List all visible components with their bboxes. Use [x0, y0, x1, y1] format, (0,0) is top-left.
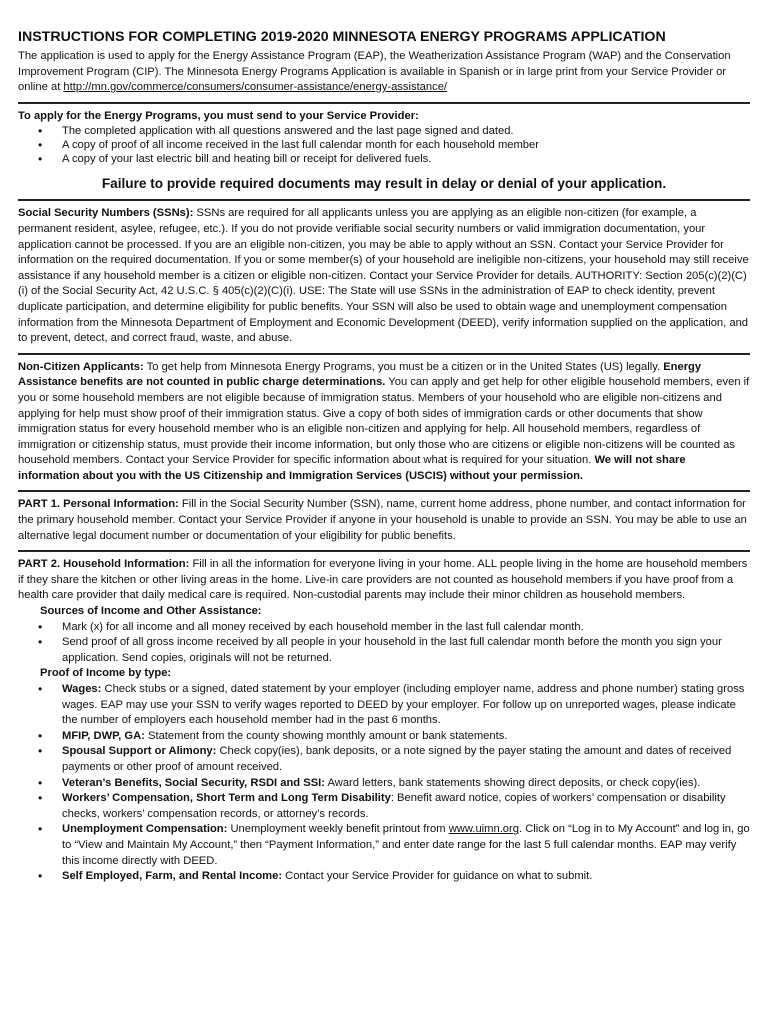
- noncitizen-label: Non-Citizen Applicants:: [18, 360, 144, 373]
- apply-list: [18, 124, 750, 166]
- list-item: [18, 729, 750, 745]
- failure-notice: Failure to provide required documents may result in delay or denial of your application.: [101, 176, 667, 192]
- proof-label: Wages:: [62, 683, 102, 695]
- unemployment-label: Unemployment Compensation:: [62, 823, 228, 836]
- part2-intro: [18, 557, 750, 604]
- part1-label: PART 1. Personal Information:: [18, 498, 179, 511]
- section-divider: [18, 199, 750, 201]
- proof-list: [18, 682, 750, 885]
- part2-label: PART 2. Household Information:: [18, 558, 190, 571]
- noncitizen-text-2: You can apply and get help for other eligible household members, even if you or some household members are not eligible because of immigration status. Members of your household who are eligible non-citizens and applying for help must show proof of their immigration status. Give a copy of both sides of immigration cards or other documents that show immigration status for every household member who is an eligible non-citizen and applying for help. All household members, regardless of immigration or citizenship status, must provide their income information, but only those who are citizens or eligible non-citizens will be counted as household members. Contact your Service Provider for specific information about what is required for your situation.: [18, 376, 750, 467]
- part2-section: [18, 557, 750, 884]
- list-item: • Mark (x) for all income and all money received by each household member in the last full calendar month.: [18, 620, 750, 636]
- noncitizen-bold-1: Energy Assistance benefits are not counted in public charge determinations.: [18, 360, 702, 389]
- section-divider: [18, 353, 750, 355]
- proof-text: Award letters, bank statements showing direct deposits, or check copy(ies).: [325, 776, 701, 789]
- proof-label: Workers’ Compensation, Short Term and Long Term Disability: [62, 792, 391, 805]
- unemployment-text-1: Unemployment weekly benefit printout from: [227, 823, 449, 836]
- noncitizen-text-1: To get help from Minnesota Energy Programs, you must be a citizen or in the United States (US) legally.: [143, 360, 664, 373]
- list-item: • A copy of proof of all income received in the last full calendar month for each household member: [18, 138, 750, 152]
- list-item: [18, 744, 750, 775]
- proof-text: : Benefit award notice, copies of workers’ compensation or disability checks, workers’ compensation records, or attorney’s records.: [62, 792, 726, 820]
- section-divider: [18, 102, 750, 104]
- ssn-section: [18, 206, 750, 346]
- list-item: • A copy of your last electric bill and heating bill or receipt for delivered fuels.: [18, 152, 750, 166]
- part1-text: Fill in the Social Security Number (SSN), name, current home address, phone number, and contact information for the primary household member. Contact your Service Provider if anyone in your household is unable to provide an SSN. You may be able to use an alternative legal document number or documentation of your eligibility for public benefits.: [18, 498, 747, 542]
- list-item: • The completed application with all questions answered and the last page signed and dated.: [18, 124, 750, 138]
- sources-heading: Sources of Income and Other Assistance:: [40, 605, 262, 618]
- list-item: [18, 822, 750, 869]
- self-employed-label: Self Employed, Farm, and Rental Income:: [62, 870, 283, 883]
- proof-text: Statement from the county showing monthly amount or bank statements.: [144, 729, 508, 742]
- proof-label: Veteran’s Benefits, Social Security, RSDI and SSI:: [62, 776, 325, 789]
- noncitizen-section: [18, 360, 750, 485]
- list-item: [18, 776, 750, 792]
- list-item: • Send proof of all gross income received by all people in your household in the last full calendar month before the month you sign your application. Send copies, originals will not be returned.: [18, 635, 750, 666]
- list-item: [18, 869, 750, 885]
- list-item: [18, 791, 750, 822]
- page-title: INSTRUCTIONS FOR COMPLETING 2019-2020 MINNESOTA ENERGY PROGRAMS APPLICATION: [18, 29, 666, 45]
- part2-text: Fill in all the information for everyone living in your home. ALL people living in the home are household members if they share the kitchen or other living areas in the home. Live-in care providers are not counted as household members if you have proof from a health care provider that daily medical care is required. Non-custodial parents may include their minor children as household members.: [18, 558, 748, 602]
- ssn-label: Social Security Numbers (SSNs):: [18, 207, 194, 220]
- list-item: [18, 682, 750, 729]
- section-divider: [18, 490, 750, 492]
- ssn-text: SSNs are required for all applicants unless you are applying as an eligible non-citizen (for example, a permanent resident, asylee, refugee, etc.). If you do not provide verifiable social security numbers or valid immigration documentation, your application cannot be processed. If you are an eligible non-citizen, you may be able to apply without an SSN. Contact your Service Provider for information on the required documentation. If you or some member(s) of your household are ineligible non-citizens, your household may still receive assistance if any household member is a citizen or eligible non-citizen. Contact your Service Provider for details. AUTHORITY: Section 205(c)(2)(C)(i) of the Social Security Act, 42 U.S.C. § 405(c)(2)(C)(i). USE: The State will use SSNs in the administration of EAP to check identity, prevent duplicate participation, and determine eligibility for public benefits. Your SSN will also be used to obtain wage and unemployment compensation information from the Minnesota Department of Employment and Economic Development (DEED), verify information supplied on the application, and to prevent, detect, and correct fraud, waste, and abuse.: [18, 207, 749, 345]
- energy-assistance-link[interactable]: http://mn.gov/commerce/consumers/consumer-assistance/energy-assistance/: [63, 81, 448, 94]
- proof-heading: Proof of Income by type:: [40, 667, 172, 680]
- proof-label: MFIP, DWP, GA:: [62, 729, 145, 742]
- noncitizen-bold-2: We will not share information about you with the US Citizenship and Immigration Services (USCIS) without your permission.: [18, 454, 686, 482]
- part1-section: [18, 497, 750, 544]
- self-employed-text: Contact your Service Provider for guidance on what to submit.: [282, 870, 593, 883]
- section-divider: [18, 550, 750, 552]
- intro-text: The application is used to apply for the Energy Assistance Program (EAP), the Weatherization Assistance Program (WAP) and the Conservation Improvement Program (CIP). The Minnesota Energy Programs Application is available in Spanish or in large print from your Service Provider or online at: [18, 50, 731, 94]
- apply-section: [18, 109, 750, 167]
- unemployment-text-2: . Click on “Log in to My Account” and log in, go to “View and Maintain My Account,” then “Payment Information,” and enter date range for the last 5 full calendar months. EAP may verify this income directly with DEED.: [62, 823, 750, 867]
- sources-list: [18, 620, 750, 667]
- intro-paragraph: [18, 49, 750, 96]
- apply-heading: To apply for the Energy Programs, you must send to your Service Provider:: [18, 109, 419, 122]
- proof-label: Spousal Support or Alimony:: [62, 745, 217, 758]
- proof-text: Check stubs or a signed, dated statement by your employer (including employer name, address and phone number) stating gross wages. EAP may use your SSN to verify wages reported to DEED by your employer. For follow up on unreported wages, please indicate the number of employers each household member had in the past 6 months.: [62, 683, 745, 727]
- uimn-link[interactable]: www.uimn.org: [448, 823, 519, 836]
- proof-text: Check copy(ies), bank deposits, or a note signed by the payer stating the amount and dates of received payments or other proof of amount received.: [62, 745, 732, 773]
